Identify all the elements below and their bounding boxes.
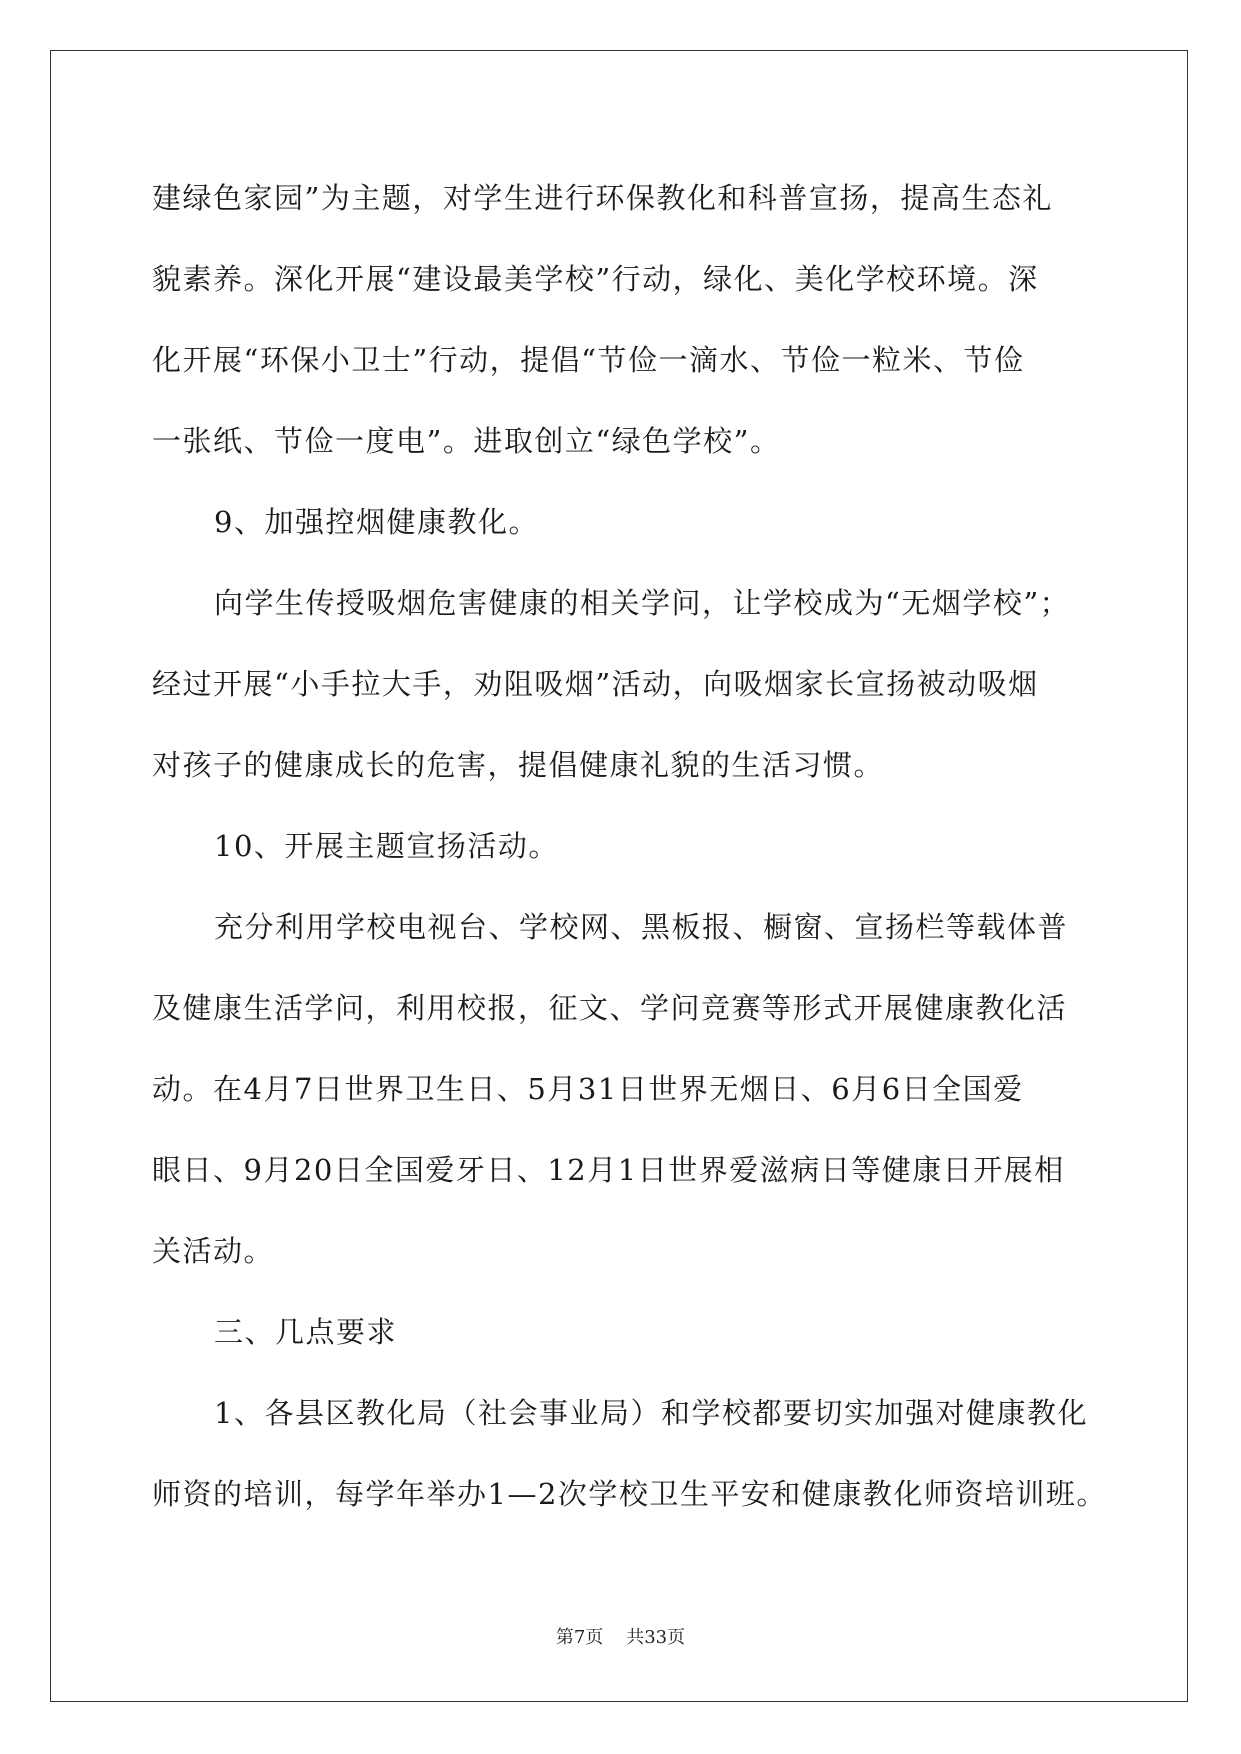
paragraph-line: 对孩子的健康成长的危害，提倡健康礼貌的生活习惯。 — [152, 748, 885, 782]
page-number-footer — [0, 1623, 1241, 1649]
section-heading: 三、几点要求 — [214, 1315, 398, 1349]
paragraph-line: 关活动。 — [152, 1234, 275, 1268]
page-number-text: 第7页 共33页 — [555, 1627, 686, 1648]
section-heading: 10、开展主题宣扬活动。 — [214, 829, 559, 863]
paragraph-line: 一张纸、节俭一度电”。进取创立“绿色学校”。 — [152, 424, 781, 458]
section-heading: 9、加强控烟健康教化。 — [214, 505, 539, 539]
document-body — [152, 158, 1107, 1535]
paragraph-line: 建绿色家园”为主题，对学生进行环保教化和科普宣扬，提高生态礼 — [152, 181, 1053, 215]
paragraph-line: 貌素养。深化开展“建设最美学校”行动，绿化、美化学校环境。深 — [152, 262, 1039, 296]
paragraph-line: 充分利用学校电视台、学校网、黑板报、橱窗、宣扬栏等载体普 — [214, 910, 1069, 944]
paragraph-line: 化开展“环保小卫士”行动，提倡“节俭一滴水、节俭一粒米、节俭 — [152, 343, 1025, 377]
paragraph-line: 向学生传授吸烟危害健康的相关学问，让学校成为“无烟学校”； — [214, 586, 1071, 620]
paragraph-line: 眼日、9月20日全国爱牙日、12月1日世界爱滋病日等健康日开展相 — [152, 1153, 1065, 1187]
paragraph-line: 经过开展“小手拉大手，劝阻吸烟”活动，向吸烟家长宣扬被动吸烟 — [152, 667, 1039, 701]
paragraph-line: 师资的培训，每学年举办1—2次学校卫生平安和健康教化师资培训班。 — [152, 1477, 1107, 1511]
paragraph-line: 及健康生活学问，利用校报，征文、学问竞赛等形式开展健康教化活 — [152, 991, 1068, 1025]
paragraph-line: 1、各县区教化局（社会事业局）和学校都要切实加强对健康教化 — [214, 1396, 1088, 1430]
paragraph-line: 动。在4月7日世界卫生日、5月31日世界无烟日、6月6日全国爱 — [152, 1072, 1024, 1106]
